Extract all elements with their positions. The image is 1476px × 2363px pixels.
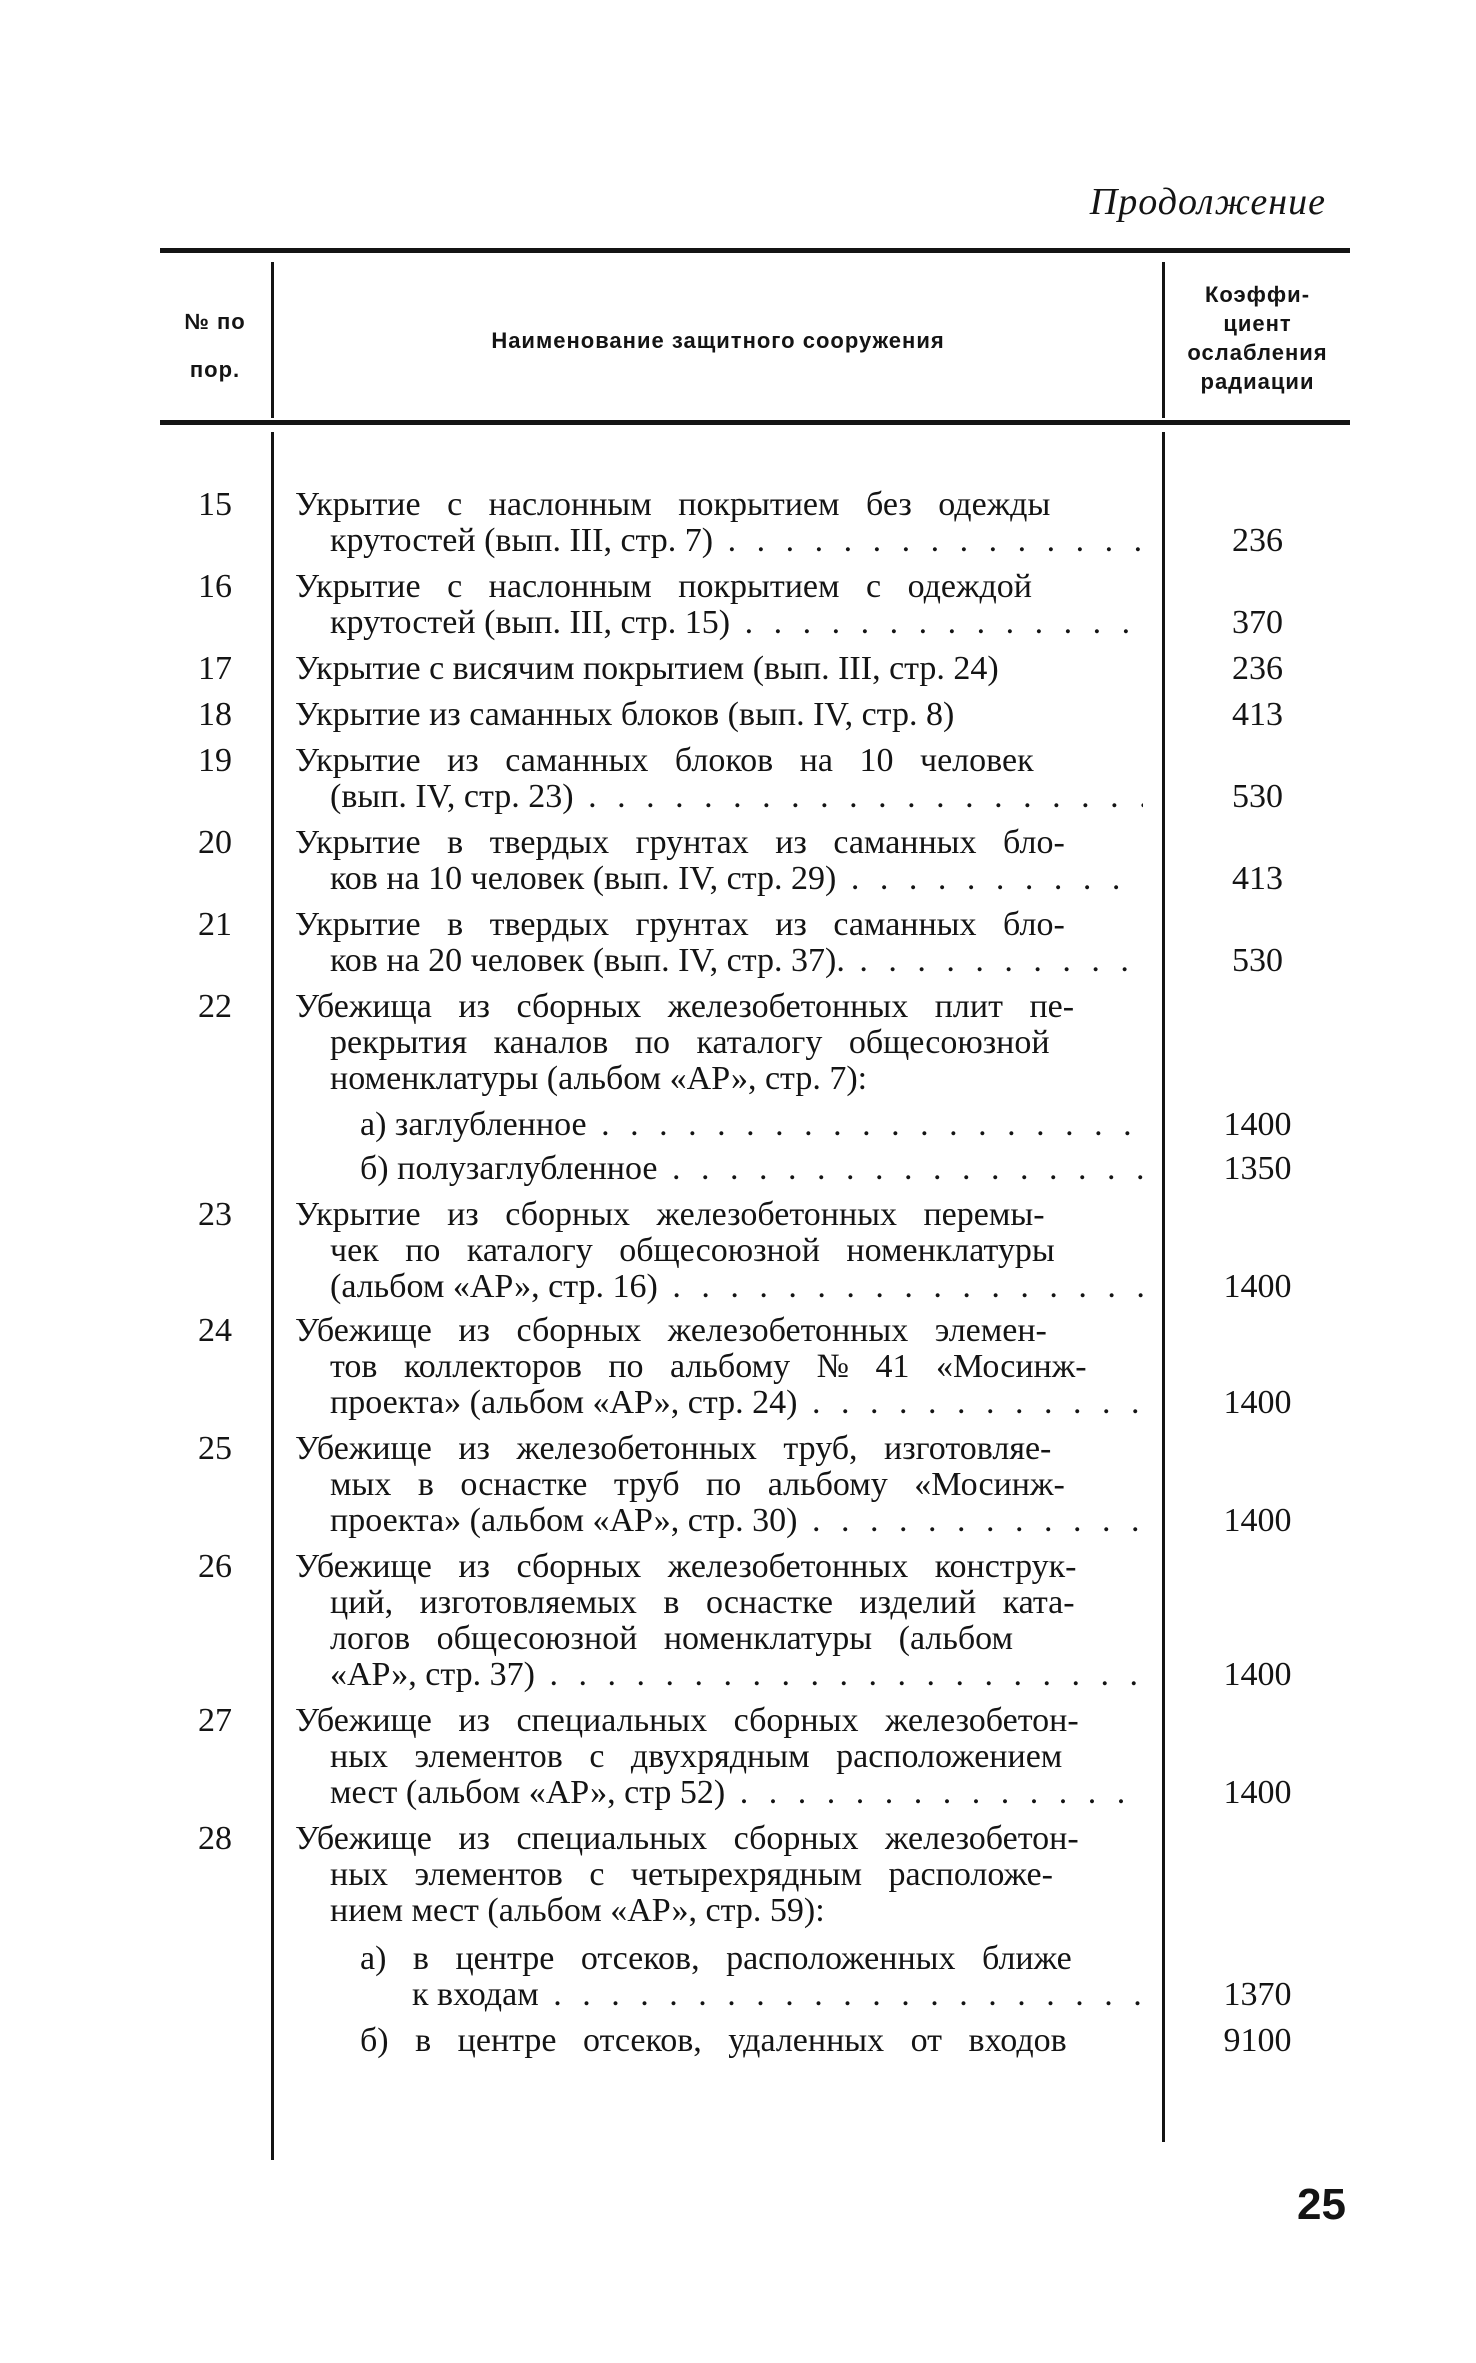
- row-number: 24: [198, 1312, 232, 1349]
- row-text-line: ных элементов с двухрядным расположением: [330, 1738, 1063, 1775]
- row-value: 236: [1232, 522, 1283, 559]
- row-text-line: Укрытие из сборных железобетонных перемы-: [295, 1196, 1045, 1233]
- row-text-line: номенклатуры (альбом «АР», стр. 7):: [330, 1060, 868, 1097]
- header-coefficient-column: [1165, 280, 1350, 396]
- row-subitem-line: б) полузаглубленное . . .: [360, 1150, 1143, 1188]
- row-number: 27: [198, 1702, 232, 1739]
- row-number: 17: [198, 650, 232, 687]
- header-coef-line2: циент: [1223, 311, 1292, 336]
- row-subitem-line: б) в центре отсеков, удаленных от входов: [360, 2022, 1067, 2059]
- row-text-line: мых в оснастке труб по альбому «Мосинж-: [330, 1466, 1065, 1503]
- header-number-line1: № по: [184, 309, 246, 334]
- row-value: 1400: [1223, 1774, 1292, 1811]
- row-text-line: Убежища из сборных железобетонных плит пе-: [295, 988, 1075, 1025]
- row-value: 370: [1232, 604, 1283, 641]
- row-text-line: Укрытие с висячим покрытием (вып. III, стр. 24): [295, 650, 999, 687]
- header-coef-line4: радиации: [1200, 369, 1315, 394]
- row-text-line: Укрытие с наслонным покрытием без одежды: [295, 486, 1051, 523]
- row-value: 413: [1232, 860, 1283, 897]
- row-text-line: чек по каталогу общесоюзной номенклатуры: [330, 1232, 1055, 1269]
- table-top-rule: [160, 248, 1350, 253]
- row-subitem-value: 1400: [1223, 1106, 1292, 1143]
- row-text-line: Укрытие из саманных блоков на 10 человек: [295, 742, 1034, 779]
- row-subitem-value: 9100: [1223, 2022, 1292, 2059]
- continued-label: Продолжение: [1089, 181, 1326, 223]
- row-text-line: тов коллекторов по альбому № 41 «Мосинж-: [330, 1348, 1087, 1385]
- row-number: 16: [198, 568, 232, 605]
- row-text-line: (альбом «АР», стр. 16) . . .: [330, 1268, 1143, 1306]
- row-number: 25: [198, 1430, 232, 1467]
- row-subitem-value: 1350: [1223, 1150, 1292, 1187]
- row-text-line: проекта» (альбом «АР», стр. 24) . . .: [330, 1384, 1143, 1422]
- row-text-line: Укрытие из саманных блоков (вып. IV, стр. 8): [295, 696, 955, 733]
- row-value: 413: [1232, 696, 1283, 733]
- body-divider-1: [271, 432, 274, 2160]
- row-text-line: логов общесоюзной номенклатуры (альбом: [330, 1620, 1013, 1657]
- row-text-line: Укрытие с наслонным покрытием с одеждой: [295, 568, 1032, 605]
- row-value: 530: [1232, 778, 1283, 815]
- page-number: 25: [1297, 2180, 1346, 2229]
- row-text-line: крутостей (вып. III, стр. 7) . . .: [330, 522, 1143, 560]
- row-number: 20: [198, 824, 232, 861]
- row-text-line: ков на 20 человек (вып. IV, стр. 37). . . .: [330, 942, 1143, 980]
- row-subitem-value: 1370: [1223, 1976, 1292, 2013]
- row-text-line: Убежище из специальных сборных железобетон-: [295, 1702, 1079, 1739]
- row-text-line: «АР», стр. 37) . . .: [330, 1656, 1143, 1694]
- row-subitem-line: к входам . . .: [412, 1976, 1143, 2014]
- row-subitem-line: а) заглубленное . . .: [360, 1106, 1143, 1144]
- row-text-line: Укрытие в твердых грунтах из саманных бло-: [295, 824, 1065, 861]
- row-text-line: крутостей (вып. III, стр. 15) . . .: [330, 604, 1143, 642]
- row-text-line: Убежище из сборных железобетонных элемен-: [295, 1312, 1047, 1349]
- row-number: 23: [198, 1196, 232, 1233]
- header-coef-line3: ослабления: [1187, 340, 1328, 365]
- row-number: 22: [198, 988, 232, 1025]
- row-value: 1400: [1223, 1268, 1292, 1305]
- row-text-line: проекта» (альбом «АР», стр. 30) . . .: [330, 1502, 1143, 1540]
- row-text-line: Убежище из специальных сборных железобетон-: [295, 1820, 1079, 1857]
- row-text-line: нием мест (альбом «АР», стр. 59):: [330, 1892, 825, 1929]
- row-text-line: Убежище из сборных железобетонных конструк-: [295, 1548, 1077, 1585]
- row-number: 18: [198, 696, 232, 733]
- row-value: 1400: [1223, 1384, 1292, 1421]
- row-value: 1400: [1223, 1656, 1292, 1693]
- header-number-line2: пор.: [189, 357, 241, 382]
- row-text-line: ций, изготовляемых в оснастке изделий ката-: [330, 1584, 1075, 1621]
- header-coef-line1: Коэффи-: [1204, 282, 1311, 307]
- row-value: 1400: [1223, 1502, 1292, 1539]
- row-text-line: (вып. IV, стр. 23) . . .: [330, 778, 1143, 816]
- row-value: 530: [1232, 942, 1283, 979]
- row-text-line: рекрытия каналов по каталогу общесоюзной: [330, 1024, 1050, 1061]
- row-text-line: Укрытие в твердых грунтах из саманных бло-: [295, 906, 1065, 943]
- row-text-line: ков на 10 человек (вып. IV, стр. 29) . . .: [330, 860, 1143, 898]
- row-value: 236: [1232, 650, 1283, 687]
- header-bottom-rule: [160, 420, 1350, 425]
- row-number: 15: [198, 486, 232, 523]
- header-name-column: Наименование защитного сооружения: [491, 328, 945, 353]
- row-text-line: ных элементов с четырехрядным расположе-: [330, 1856, 1053, 1893]
- row-text-line: мест (альбом «АР», стр 52) . . .: [330, 1774, 1143, 1812]
- row-text-line: Убежище из железобетонных труб, изготовляе-: [295, 1430, 1052, 1467]
- header-number-column: [160, 298, 270, 394]
- row-number: 26: [198, 1548, 232, 1585]
- row-number: 28: [198, 1820, 232, 1857]
- row-number: 21: [198, 906, 232, 943]
- row-subitem-line: а) в центре отсеков, расположенных ближе: [360, 1940, 1072, 1977]
- row-number: 19: [198, 742, 232, 779]
